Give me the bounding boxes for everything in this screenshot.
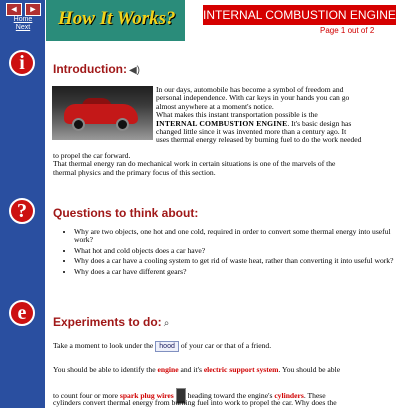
intro-text-right: In our days, automobile has become a symbol of freedom and personal independence. With car keys in your hands you can go almost anywhere at a moment's notice. What makes this instant transportation possible is the INTERNAL COMBUSTION ENGINE. It's basic design has changed little since it was invented more than a century ago. It uses thermal energy released by burning fuel to do the work needed [156, 85, 362, 145]
site-logo[interactable] [46, 0, 185, 41]
list-item: • What hot and cold objects does a car have? [74, 247, 409, 255]
list-item: • Why does a car have different gears? [74, 268, 409, 276]
next-link[interactable]: Next [15, 24, 31, 31]
experiment-line-4: cylinders convert thermal energy from burning fuel into work to propel the car. Why does the [53, 398, 337, 407]
experiment-line-3: to count four or more spark plug wires heading toward the engine's cylinders. These [53, 388, 326, 404]
home-link[interactable]: Home [13, 16, 33, 23]
questions-heading: Questions to think about: [53, 206, 199, 220]
intro-heading [53, 62, 140, 76]
list-item: • Why does a car have a cooling system to get rid of waste heat, rather than converting it into useful work? [74, 257, 409, 265]
cylinders-link[interactable]: cylinders [274, 390, 304, 400]
nav-links [3, 16, 43, 32]
speaker-icon[interactable]: ◀) [128, 65, 141, 76]
magnifier-icon: ⌕ [163, 318, 170, 329]
intro-text-bottom: to propel the car forward. That thermal energy ran do mechanical work in certain situations is one of the marvels of the thermal physics and the primary focus of this section. [53, 151, 336, 177]
electric-support-link[interactable]: electric support system [203, 365, 279, 374]
experiments-heading [53, 315, 169, 329]
questions-list [62, 228, 409, 278]
logo-text: How It Works? [58, 8, 176, 29]
car-photo [52, 86, 153, 140]
question-icon: ? [9, 198, 35, 224]
info-icon: i [9, 50, 35, 76]
experiments-title: Experiments to do: [53, 315, 162, 329]
experiment-icon: e [9, 300, 35, 326]
prev-arrow-icon[interactable]: ◄ [6, 3, 22, 16]
experiment-line-1: Take a moment to look under the hood of your car or that of a friend. [53, 341, 272, 350]
page-counter: Page 1 out of 2 [320, 26, 375, 35]
sidebar [0, 0, 45, 408]
page-title: INTERNAL COMBUSTION ENGINE [203, 5, 396, 25]
intro-title: Introduction: [53, 62, 127, 76]
hood-link[interactable]: hood [155, 341, 179, 352]
nav-buttons [6, 3, 41, 16]
spark-plug-link[interactable]: spark plug wires [119, 390, 174, 400]
list-item: • Why are two objects, one hot and one cold, required in order to convert some thermal energy into useful work? [74, 228, 409, 245]
experiment-line-2: You should be able to identify the engine and it's electric support system. You should be able [53, 365, 341, 374]
next-arrow-icon[interactable]: ► [25, 3, 41, 16]
engine-link[interactable]: engine [157, 365, 179, 374]
